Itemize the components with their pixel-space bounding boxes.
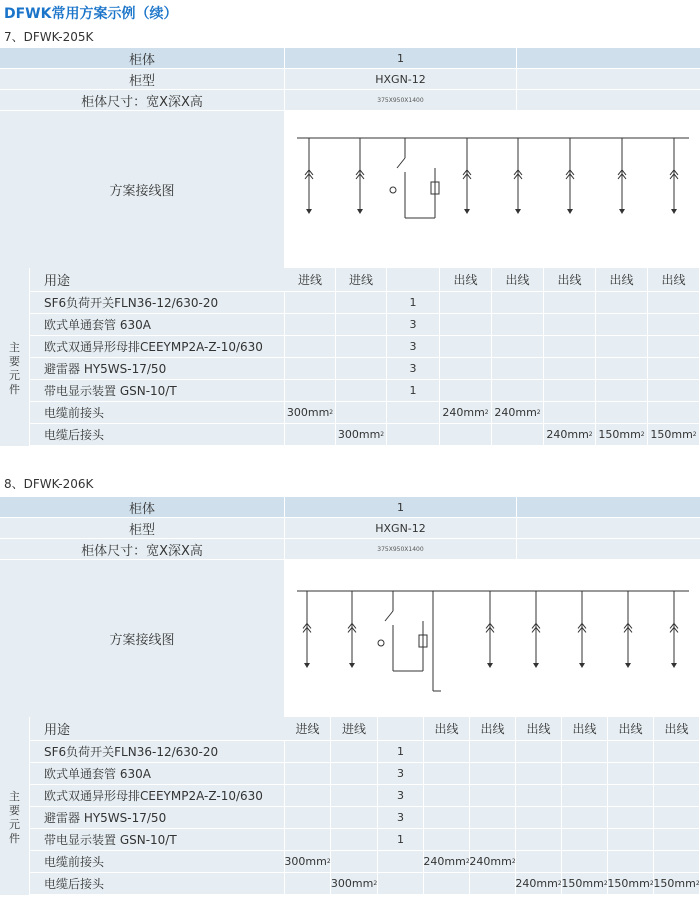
joint-size: 150mm — [561, 877, 604, 890]
component-empty — [562, 829, 608, 851]
component-empty — [285, 314, 336, 336]
component-qty: 3 — [387, 358, 440, 380]
component-empty — [336, 380, 387, 402]
component-empty — [654, 763, 700, 785]
front-joint-cell: 240mm 2 — [492, 402, 544, 424]
ground-arrow — [306, 209, 312, 214]
component-empty — [596, 314, 648, 336]
usage-cell: 进线 — [285, 268, 336, 292]
component-qty: 1 — [378, 741, 424, 763]
page-title: DFWK常用方案示例（续） — [4, 6, 178, 22]
front-joint-cell — [378, 851, 424, 873]
type-row-value: HXGN-12 — [285, 518, 517, 539]
usage-cell: 出线 — [608, 717, 654, 741]
front-joint-cell — [562, 851, 608, 873]
usage-cell: 出线 — [492, 268, 544, 292]
rear-joint-cell: 150mm 2 — [562, 873, 608, 895]
component-name: 欧式双通异形母排CEEYMP2A-Z-10/630 — [30, 336, 285, 358]
front-joint-cell — [516, 851, 562, 873]
wiring-diagram — [285, 111, 700, 268]
component-empty — [516, 741, 562, 763]
component-empty — [285, 829, 331, 851]
component-empty — [648, 358, 700, 380]
component-empty — [596, 380, 648, 402]
rear-joint-cell — [285, 424, 336, 446]
ground-arrow — [515, 209, 521, 214]
component-name: SF6负荷开关FLN36-12/630-20 — [30, 292, 285, 314]
usage-cell: 出线 — [470, 717, 516, 741]
rear-joint-cell: 150mm 2 — [654, 873, 700, 895]
ground-arrow — [625, 663, 631, 668]
component-empty — [648, 336, 700, 358]
type-row-fill — [517, 69, 700, 90]
front-joint-cell: 300mm 2 — [285, 851, 331, 873]
component-empty — [608, 807, 654, 829]
joint-size: 300mm — [330, 877, 374, 890]
rear-joint-cell: 240mm 2 — [516, 873, 562, 895]
front-joint-cell: 240mm 2 — [440, 402, 492, 424]
usage-cell: 进线 — [331, 717, 378, 741]
component-empty — [562, 807, 608, 829]
component-empty — [544, 358, 596, 380]
usage-cell: 进线 — [336, 268, 387, 292]
rear-joint-cell: 300mm 2 — [336, 424, 387, 446]
component-qty: 1 — [387, 380, 440, 402]
side-label: 主要元件 — [9, 790, 20, 845]
component-qty: 3 — [378, 785, 424, 807]
component-empty — [470, 741, 516, 763]
component-empty — [285, 785, 331, 807]
usage-label: 用途 — [30, 717, 285, 741]
component-empty — [648, 380, 700, 402]
type-row-fill — [517, 518, 700, 539]
cabinet-row-fill — [517, 48, 700, 69]
cabinet-row-label: 柜体 — [0, 48, 285, 69]
component-empty — [654, 785, 700, 807]
component-name: 带电显示装置 GSN-10/T — [30, 380, 285, 402]
ground-arrow — [619, 209, 625, 214]
front-joint-cell — [648, 402, 700, 424]
cabinet-row-value: 1 — [285, 497, 517, 518]
size-row-value: 375X950X1400 — [285, 90, 517, 111]
component-qty: 3 — [378, 763, 424, 785]
ground-arrow — [464, 209, 470, 214]
joint-size: 300mm — [337, 428, 381, 441]
component-empty — [544, 336, 596, 358]
component-empty — [596, 292, 648, 314]
component-empty — [516, 807, 562, 829]
side-label-column — [0, 741, 30, 895]
indicator-symbol — [378, 640, 384, 646]
component-empty — [331, 807, 378, 829]
rear-joint-cell: 150mm 2 — [608, 873, 654, 895]
component-empty — [654, 741, 700, 763]
ground-arrow — [357, 209, 363, 214]
component-empty — [562, 785, 608, 807]
component-empty — [331, 785, 378, 807]
usage-label: 用途 — [30, 268, 285, 292]
component-empty — [544, 314, 596, 336]
component-empty — [424, 829, 470, 851]
ground-arrow — [579, 663, 585, 668]
component-empty — [648, 314, 700, 336]
component-empty — [285, 292, 336, 314]
rear-joint-cell: 240mm 2 — [544, 424, 596, 446]
ground-arrow — [304, 663, 310, 668]
usage-cell: 出线 — [516, 717, 562, 741]
ground-arrow — [671, 663, 677, 668]
component-empty — [470, 807, 516, 829]
component-empty — [336, 336, 387, 358]
rear-joint-cell — [470, 873, 516, 895]
joint-size: 240mm — [515, 877, 558, 890]
front-joint-cell — [654, 851, 700, 873]
indicator-symbol — [390, 187, 396, 193]
side-label-column — [0, 292, 30, 446]
component-name: 欧式双通异形母排CEEYMP2A-Z-10/630 — [30, 785, 285, 807]
type-row-label: 柜型 — [0, 518, 285, 539]
component-empty — [440, 336, 492, 358]
diagram-label: 方案接线图 — [0, 560, 285, 717]
section-subtitle: 8、DFWK-206K — [4, 477, 94, 491]
component-name: SF6负荷开关FLN36-12/630-20 — [30, 741, 285, 763]
joint-size: 150mm — [650, 428, 693, 441]
rear-joint-label: 电缆后接头 — [30, 424, 285, 446]
component-empty — [654, 829, 700, 851]
component-empty — [285, 741, 331, 763]
cabinet-row-fill — [517, 497, 700, 518]
component-empty — [424, 785, 470, 807]
component-empty — [331, 763, 378, 785]
joint-size: 240mm — [469, 855, 512, 868]
front-joint-cell — [596, 402, 648, 424]
component-empty — [470, 785, 516, 807]
component-empty — [516, 785, 562, 807]
component-empty — [544, 380, 596, 402]
component-empty — [285, 336, 336, 358]
component-empty — [492, 292, 544, 314]
component-empty — [492, 358, 544, 380]
component-empty — [440, 292, 492, 314]
component-empty — [608, 741, 654, 763]
component-empty — [285, 358, 336, 380]
joint-size: 240mm — [442, 406, 485, 419]
joint-size: 240mm — [494, 406, 537, 419]
joint-size: 150mm — [607, 877, 650, 890]
component-empty — [492, 336, 544, 358]
component-empty — [336, 358, 387, 380]
front-joint-cell — [387, 402, 440, 424]
joint-size: 240mm — [546, 428, 589, 441]
usage-cell: 出线 — [562, 717, 608, 741]
front-joint-label: 电缆前接头 — [30, 402, 285, 424]
usage-cell — [378, 717, 424, 741]
cabinet-row-label: 柜体 — [0, 497, 285, 518]
component-empty — [648, 292, 700, 314]
component-qty: 3 — [378, 807, 424, 829]
component-empty — [440, 314, 492, 336]
component-empty — [440, 380, 492, 402]
component-empty — [285, 380, 336, 402]
rear-joint-cell: 150mm 2 — [648, 424, 700, 446]
component-empty — [470, 829, 516, 851]
component-empty — [562, 741, 608, 763]
usage-sidebar-top — [0, 717, 30, 741]
size-row-fill — [517, 90, 700, 111]
diagram-label: 方案接线图 — [0, 111, 285, 268]
component-empty — [492, 380, 544, 402]
front-joint-cell — [336, 402, 387, 424]
side-label: 主要元件 — [9, 341, 20, 396]
front-joint-cell — [608, 851, 654, 873]
component-empty — [654, 807, 700, 829]
cabinet-row-value: 1 — [285, 48, 517, 69]
rear-joint-cell — [387, 424, 440, 446]
component-qty: 1 — [387, 292, 440, 314]
type-row-value: HXGN-12 — [285, 69, 517, 90]
component-qty: 3 — [387, 336, 440, 358]
usage-cell: 进线 — [285, 717, 331, 741]
usage-cell: 出线 — [654, 717, 700, 741]
component-name: 欧式单通套管 630A — [30, 763, 285, 785]
joint-size: 300mm — [284, 855, 327, 868]
ground-arrow — [533, 663, 539, 668]
front-joint-cell — [331, 851, 378, 873]
rear-joint-label: 电缆后接头 — [30, 873, 285, 895]
rear-joint-cell — [440, 424, 492, 446]
component-empty — [608, 785, 654, 807]
component-empty — [424, 741, 470, 763]
component-empty — [492, 314, 544, 336]
size-row-label: 柜体尺寸：宽X深X高 — [0, 90, 285, 111]
component-empty — [336, 314, 387, 336]
component-empty — [331, 741, 378, 763]
component-empty — [544, 292, 596, 314]
ground-arrow — [671, 209, 677, 214]
size-row-value: 375X950X1400 — [285, 539, 517, 560]
component-empty — [608, 763, 654, 785]
component-empty — [285, 763, 331, 785]
rear-joint-cell — [378, 873, 424, 895]
ground-arrow — [567, 209, 573, 214]
usage-cell: 出线 — [648, 268, 700, 292]
component-empty — [470, 763, 516, 785]
size-row-label: 柜体尺寸：宽X深X高 — [0, 539, 285, 560]
component-empty — [331, 829, 378, 851]
front-joint-cell: 240mm 2 — [424, 851, 470, 873]
rear-joint-cell: 300mm 2 — [331, 873, 378, 895]
usage-cell — [387, 268, 440, 292]
component-empty — [336, 292, 387, 314]
component-empty — [424, 763, 470, 785]
usage-cell: 出线 — [596, 268, 648, 292]
component-name: 欧式单通套管 630A — [30, 314, 285, 336]
component-empty — [608, 829, 654, 851]
usage-sidebar-top — [0, 268, 30, 292]
component-empty — [424, 807, 470, 829]
component-empty — [516, 829, 562, 851]
size-row-fill — [517, 539, 700, 560]
front-joint-cell: 240mm 2 — [470, 851, 516, 873]
usage-cell: 出线 — [424, 717, 470, 741]
component-name: 避雷器 HY5WS-17/50 — [30, 807, 285, 829]
joint-size: 150mm — [598, 428, 641, 441]
joint-size: 300mm — [286, 406, 330, 419]
component-qty: 1 — [378, 829, 424, 851]
front-joint-cell — [544, 402, 596, 424]
component-empty — [562, 763, 608, 785]
front-joint-label: 电缆前接头 — [30, 851, 285, 873]
joint-size: 150mm — [653, 877, 696, 890]
rear-joint-cell: 150mm 2 — [596, 424, 648, 446]
type-row-label: 柜型 — [0, 69, 285, 90]
component-empty — [596, 358, 648, 380]
component-empty — [285, 807, 331, 829]
rear-joint-cell — [285, 873, 331, 895]
usage-cell: 出线 — [440, 268, 492, 292]
wiring-diagram — [285, 560, 700, 717]
section-subtitle: 7、DFWK-205K — [4, 30, 94, 44]
component-empty — [440, 358, 492, 380]
rear-joint-cell — [424, 873, 470, 895]
component-empty — [516, 763, 562, 785]
rear-joint-cell — [492, 424, 544, 446]
component-name: 避雷器 HY5WS-17/50 — [30, 358, 285, 380]
usage-cell: 出线 — [544, 268, 596, 292]
component-empty — [596, 336, 648, 358]
component-name: 带电显示装置 GSN-10/T — [30, 829, 285, 851]
ground-arrow — [349, 663, 355, 668]
component-qty: 3 — [387, 314, 440, 336]
joint-size: 240mm — [423, 855, 466, 868]
ground-arrow — [487, 663, 493, 668]
front-joint-cell: 300mm 2 — [285, 402, 336, 424]
